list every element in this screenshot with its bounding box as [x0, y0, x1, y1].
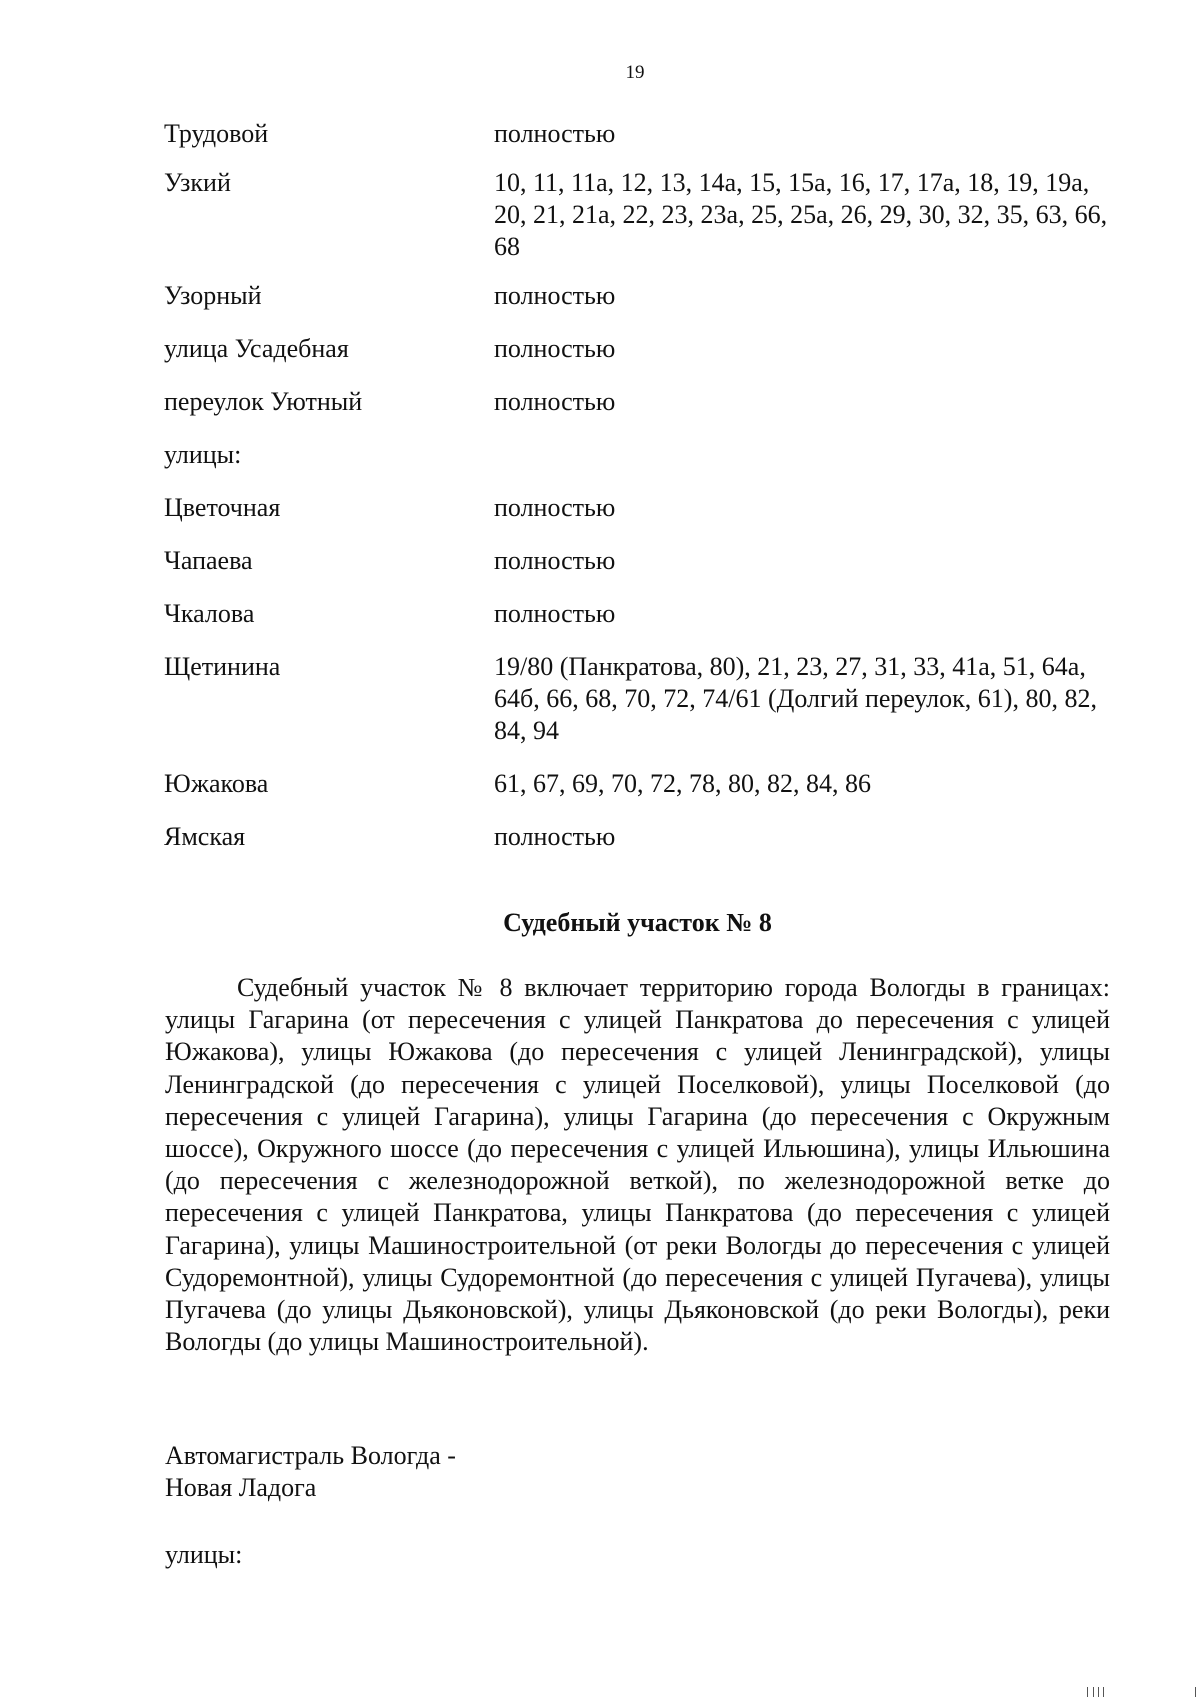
- streets-label: улицы:: [165, 1540, 243, 1569]
- section-title: Судебный участок № 8: [503, 908, 772, 937]
- highway-line-1: Автомагистраль Вологда -: [165, 1441, 456, 1470]
- page-number: 19: [625, 62, 645, 83]
- street-row: [164, 598, 1114, 630]
- scan-artifact-marks: [1080, 1685, 1200, 1697]
- street-list: [164, 118, 1114, 853]
- street-row: [164, 333, 1114, 365]
- street-name: Узорный: [164, 281, 262, 310]
- street-houses: полностью: [494, 599, 616, 628]
- street-houses: полностью: [494, 281, 616, 310]
- street-name: Цветочная: [164, 493, 281, 522]
- street-houses: полностью: [494, 119, 616, 148]
- street-houses: полностью: [494, 334, 616, 363]
- street-houses: 61, 67, 69, 70, 72, 78, 80, 82, 84, 86: [494, 769, 871, 798]
- street-name: Ямская: [164, 822, 246, 851]
- street-name: Трудовой: [164, 119, 269, 148]
- street-name: Чапаева: [164, 546, 253, 575]
- street-name: переулок Уютный: [164, 387, 363, 416]
- street-group-label: [164, 439, 1114, 471]
- street-name: Щетинина: [164, 652, 281, 681]
- street-row: [164, 492, 1114, 524]
- street-row: [164, 651, 1114, 747]
- street-houses: полностью: [494, 493, 616, 522]
- highway-heading: [165, 1440, 456, 1504]
- street-row: [164, 280, 1114, 312]
- street-row: [164, 545, 1114, 577]
- street-name: Чкалова: [164, 599, 255, 628]
- street-houses: полностью: [494, 387, 616, 416]
- street-houses: полностью: [494, 546, 616, 575]
- street-row: [164, 386, 1114, 418]
- street-houses: 10, 11, 11а, 12, 13, 14а, 15, 15а, 16, 17, 17а, 18, 19, 19а, 20, 21, 21а, 22, 23, 23а, 25, 25а, 26, 29, 30, 32, 35, 63, 66, 68: [494, 168, 1108, 261]
- street-name: улица Усадебная: [164, 334, 349, 363]
- street-houses: 19/80 (Панкратова, 80), 21, 23, 27, 31, 33, 41а, 51, 64а, 64б, 66, 68, 70, 72, 74/61 (Долгий переулок, 61), 80, 82, 84, 94: [494, 652, 1097, 745]
- highway-line-2: Новая Ладога: [165, 1473, 317, 1502]
- street-houses: [494, 439, 1114, 471]
- street-row: [164, 768, 1114, 800]
- street-name: Узкий: [164, 168, 231, 197]
- section-paragraph: Судебный участок № 8 включает территорию города Вологды в границах: улицы Гагарина (от пересечения с улицей Панкратова до пересечения с улицей Южакова), улицы Южакова (до пересечения с улицей Ленинградской), улицы Ленинградской (до пересечения с улицей Поселковой), улицы Поселковой (до пересечения с улицей Гагарина), улицы Гагарина (до пересечения с Окружным шоссе), Окружного шоссе (до пересечения с улицей Ильюшина), улицы Ильюшина (до пересечения с железнодорожной веткой), по железнодорожной ветке до пересечения с улицей Панкратова, улицы Панкратова (до пересечения с улицей Гагарина), улицы Машиностроительной (от реки Вологды до пересечения с улицей Судоремонтной), улицы Судоремонтной (до пересечения с улицей Пугачева), улицы Пугачева (до улицы Дьяконовской), улицы Дьяконовской (до реки Вологды), реки Вологды (до улицы Машиностроительной).: [165, 973, 1110, 1357]
- street-name: улицы:: [164, 440, 242, 469]
- street-row: [164, 118, 1114, 150]
- street-row: [164, 167, 1114, 263]
- street-houses: полностью: [494, 822, 616, 851]
- street-row: [164, 821, 1114, 853]
- street-name: Южакова: [164, 769, 269, 798]
